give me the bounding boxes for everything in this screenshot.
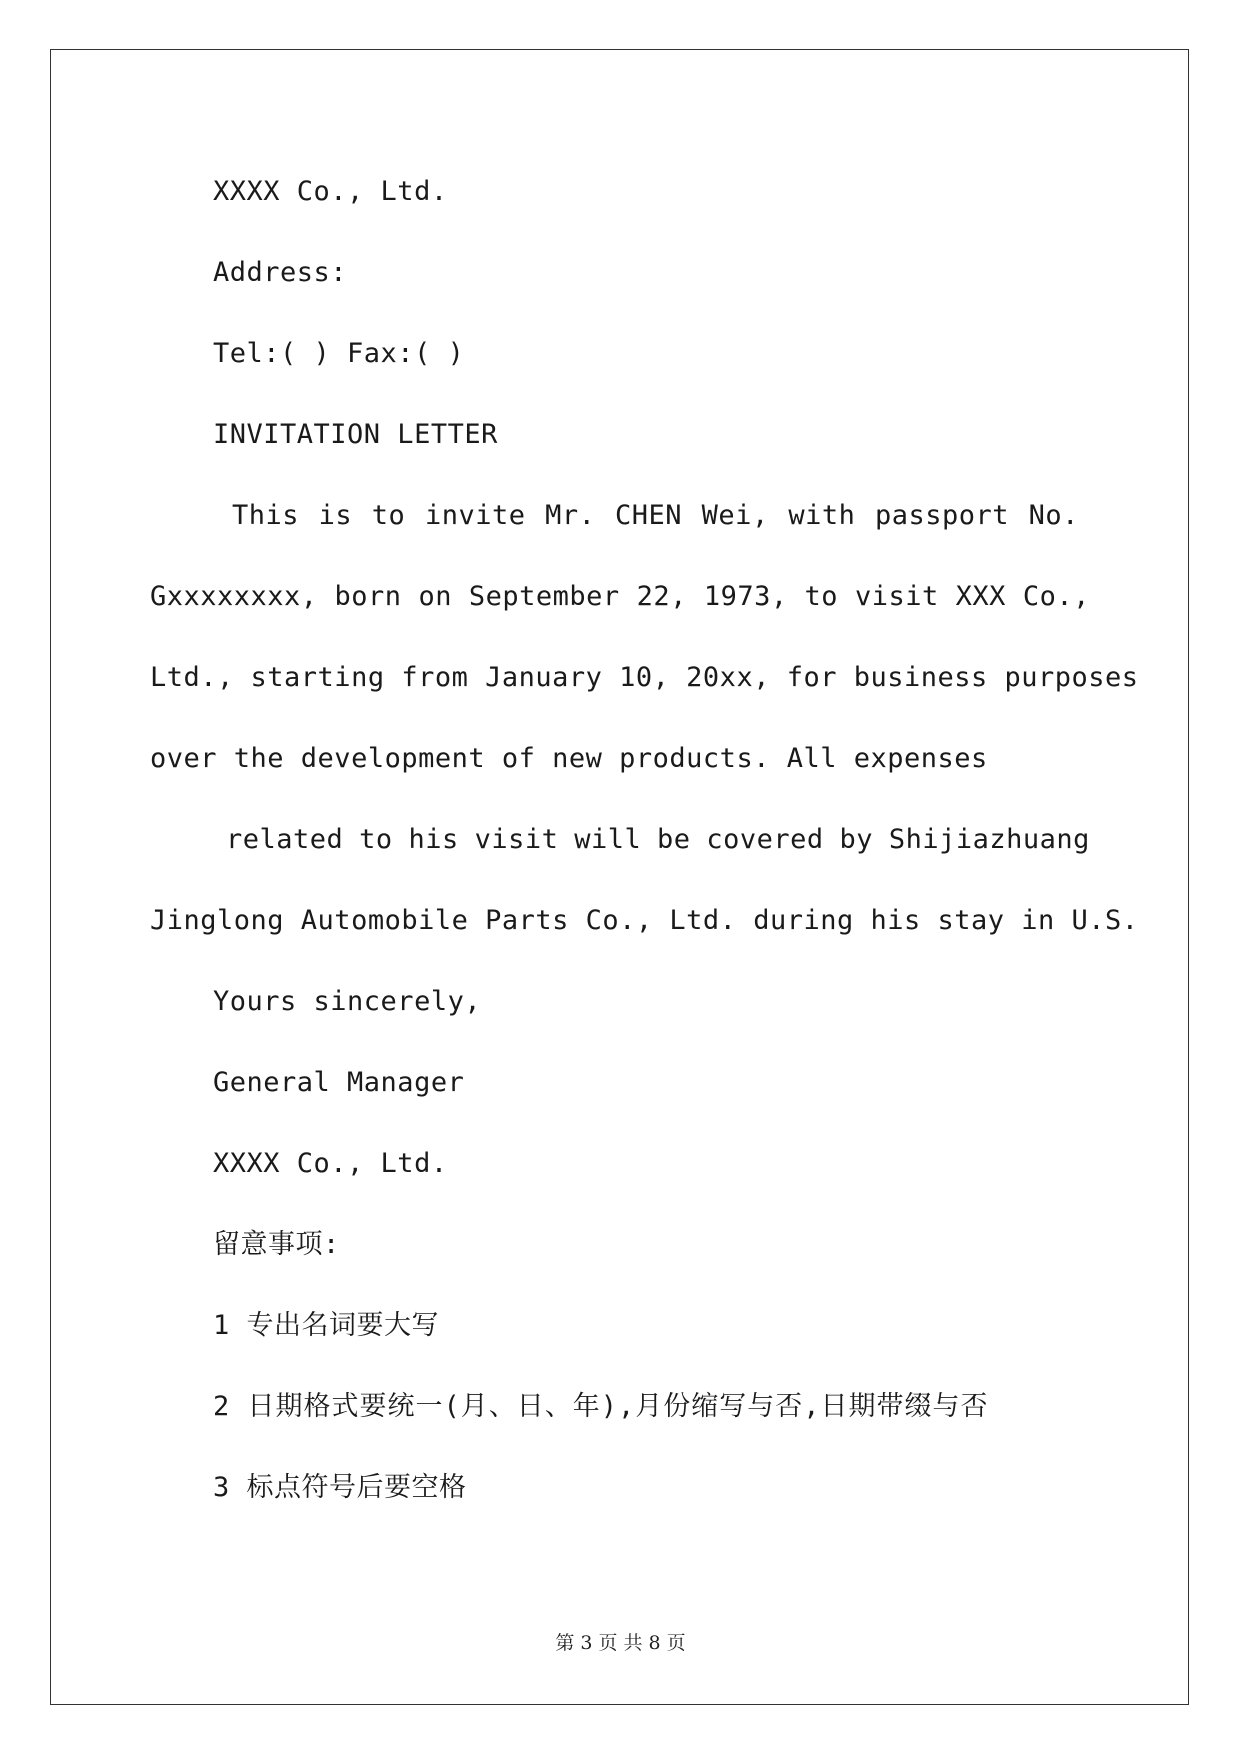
word: related xyxy=(226,824,344,855)
word: Wei, xyxy=(701,500,769,531)
page-number-footer: 第 3 页 共 8 页 xyxy=(555,1632,686,1654)
para1-line2 xyxy=(150,579,1090,615)
word: is xyxy=(318,500,353,531)
word: to xyxy=(359,824,393,855)
word: Mr. xyxy=(545,500,596,531)
word: on xyxy=(418,581,452,612)
word: This xyxy=(232,500,300,531)
word: CHEN xyxy=(615,500,683,531)
para2-line2: Jinglong Automobile Parts Co., Ltd. during his stay in U.S. xyxy=(150,905,1139,936)
word: No. xyxy=(1028,500,1079,531)
word: XXX xyxy=(955,581,1006,612)
note-item-1: 1 专出名词要大写 xyxy=(213,1310,440,1341)
word: Co., xyxy=(1022,581,1090,612)
word: covered xyxy=(706,824,824,855)
word: be xyxy=(657,824,691,855)
word: by xyxy=(839,824,874,855)
company-name: XXXX Co., Ltd. xyxy=(213,176,448,207)
page-border xyxy=(50,49,1189,1705)
para1-line1 xyxy=(232,498,1079,534)
signer-company: XXXX Co., Ltd. xyxy=(213,1148,448,1179)
word: to xyxy=(371,500,406,531)
word: visit xyxy=(854,581,939,612)
notes-heading: 留意事项: xyxy=(213,1229,340,1260)
para1-line4: over the development of new products. All expenses xyxy=(150,743,988,774)
signer-title: General Manager xyxy=(213,1067,465,1098)
word: Shijiazhuang xyxy=(888,824,1090,855)
word: 1973, xyxy=(703,581,788,612)
word: invite xyxy=(424,500,526,531)
word: visit xyxy=(474,824,559,855)
word: to xyxy=(804,581,839,612)
word: Gxxxxxxxx, xyxy=(150,581,318,612)
word: will xyxy=(574,824,642,855)
para2-line1 xyxy=(226,822,1090,858)
word: born xyxy=(334,581,402,612)
note-item-2: 2 日期格式要统一(月、日、年),月份缩写与否,日期带缀与否 xyxy=(213,1391,989,1422)
note-item-3: 3 标点符号后要空格 xyxy=(213,1472,467,1503)
closing-line: Yours sincerely, xyxy=(213,986,482,1017)
tel-fax-line: Tel:( ) Fax:( ) xyxy=(213,338,465,369)
address-line: Address: xyxy=(213,257,348,288)
letter-heading: INVITATION LETTER xyxy=(213,419,498,450)
word: with xyxy=(788,500,856,531)
para1-line3: Ltd., starting from January 10, 20xx, for business purposes xyxy=(150,662,1139,693)
word: passport xyxy=(874,500,1010,531)
word: his xyxy=(408,824,459,855)
word: September xyxy=(468,581,620,612)
word: 22, xyxy=(636,581,687,612)
